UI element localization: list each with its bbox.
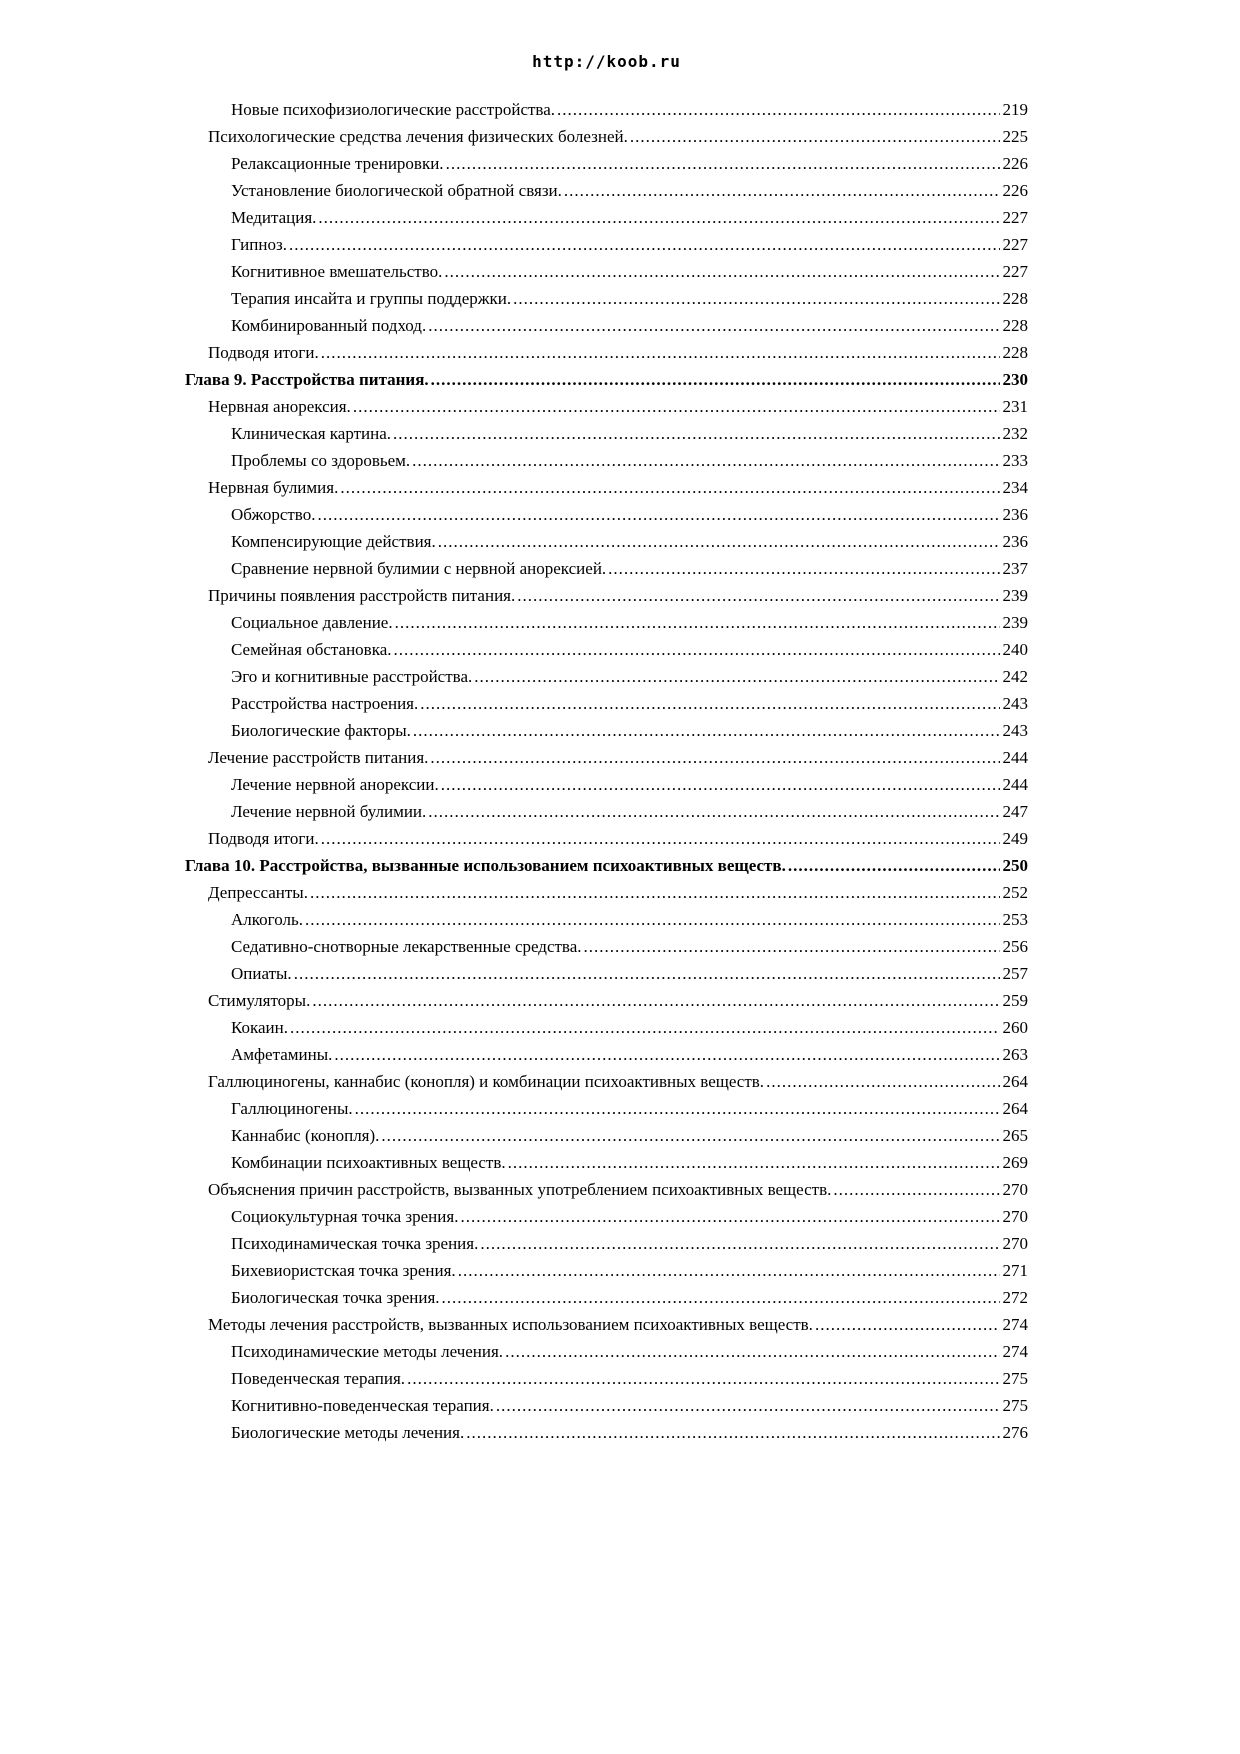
toc-entry-page: 240 bbox=[1002, 640, 1028, 659]
toc-entry-page: 232 bbox=[1002, 424, 1028, 443]
toc-entry-page: 264 bbox=[1002, 1099, 1028, 1118]
toc-entry bbox=[185, 150, 1028, 177]
dot-leader bbox=[407, 1365, 999, 1392]
toc-entry-page: 264 bbox=[1002, 1072, 1028, 1091]
toc-entry-page: 259 bbox=[1002, 991, 1028, 1010]
toc-entry-label: Психодинамическая точка зрения. bbox=[231, 1234, 479, 1253]
dot-leader bbox=[318, 204, 999, 231]
toc-entry-page: 226 bbox=[1002, 154, 1028, 173]
toc-entry bbox=[185, 933, 1028, 960]
dot-leader bbox=[321, 339, 1000, 366]
toc-entry bbox=[185, 582, 1028, 609]
toc-entry-label: Алкоголь. bbox=[231, 910, 303, 929]
dot-leader bbox=[420, 690, 999, 717]
toc-entry bbox=[185, 987, 1028, 1014]
dot-leader bbox=[564, 177, 1000, 204]
toc-entry-page: 271 bbox=[1002, 1261, 1028, 1280]
toc-entry-page: 256 bbox=[1002, 937, 1028, 956]
toc-entry-page: 270 bbox=[1002, 1234, 1028, 1253]
toc-entry-label: Когнитивно-поведенческая терапия. bbox=[231, 1396, 494, 1415]
toc-entry-label: Клиническая картина. bbox=[231, 424, 392, 443]
toc-entry-page: 231 bbox=[1002, 397, 1028, 416]
dot-leader bbox=[289, 231, 1000, 258]
toc-entry-label: Лечение нервной анорексии. bbox=[231, 775, 439, 794]
toc-entry bbox=[185, 312, 1028, 339]
toc-entry bbox=[185, 474, 1028, 501]
dot-leader bbox=[321, 825, 1000, 852]
toc-entry bbox=[185, 825, 1028, 852]
dot-leader bbox=[442, 1284, 1000, 1311]
toc-entry-label: Нервная булимия. bbox=[208, 478, 339, 497]
toc-entry bbox=[185, 636, 1028, 663]
dot-leader bbox=[766, 1068, 999, 1095]
toc-entry bbox=[185, 663, 1028, 690]
toc-entry-page: 242 bbox=[1002, 667, 1028, 686]
dot-leader bbox=[428, 798, 999, 825]
toc-entry bbox=[185, 420, 1028, 447]
dot-leader bbox=[480, 1230, 999, 1257]
toc-entry-page: 249 bbox=[1002, 829, 1028, 848]
toc-entry bbox=[185, 1230, 1028, 1257]
dot-leader bbox=[517, 582, 999, 609]
toc-entry bbox=[185, 231, 1028, 258]
dot-leader bbox=[513, 285, 999, 312]
dot-leader bbox=[608, 555, 999, 582]
toc-entry-page: 270 bbox=[1002, 1180, 1028, 1199]
toc-entry-label: Объяснения причин расстройств, вызванных употреблением психоактивных веществ. bbox=[208, 1180, 832, 1199]
toc-entry-page: 236 bbox=[1002, 532, 1028, 551]
toc-entry bbox=[185, 177, 1028, 204]
toc-entry bbox=[185, 555, 1028, 582]
toc-entry bbox=[185, 879, 1028, 906]
toc-entry bbox=[185, 906, 1028, 933]
toc-entry-page: 243 bbox=[1002, 721, 1028, 740]
toc-entry-label: Лечение расстройств питания. bbox=[208, 748, 429, 767]
toc-entry bbox=[185, 1392, 1028, 1419]
page-header bbox=[185, 52, 1028, 72]
toc-entry-label: Нервная анорексия. bbox=[208, 397, 351, 416]
toc-entry-page: 265 bbox=[1002, 1126, 1028, 1145]
toc-entry-page: 225 bbox=[1002, 127, 1028, 146]
toc-entry-label: Расстройства настроения. bbox=[231, 694, 419, 713]
toc-entry-label: Семейная обстановка. bbox=[231, 640, 392, 659]
toc-entry-label: Проблемы со здоровьем. bbox=[231, 451, 411, 470]
toc-entry-page: 269 bbox=[1002, 1153, 1028, 1172]
dot-leader bbox=[381, 1122, 999, 1149]
toc-entry-page: 272 bbox=[1002, 1288, 1028, 1307]
dot-leader bbox=[340, 474, 999, 501]
dot-leader bbox=[393, 420, 999, 447]
toc-entry-page: 227 bbox=[1002, 262, 1028, 281]
toc-entry-page: 237 bbox=[1002, 559, 1028, 578]
toc-entry bbox=[185, 1365, 1028, 1392]
dot-leader bbox=[317, 501, 999, 528]
dot-leader bbox=[334, 1041, 999, 1068]
dot-leader bbox=[446, 150, 1000, 177]
dot-leader bbox=[444, 258, 999, 285]
toc-entry bbox=[185, 1068, 1028, 1095]
toc-entry bbox=[185, 258, 1028, 285]
toc-entry-label: Опиаты. bbox=[231, 964, 292, 983]
dot-leader bbox=[290, 1014, 1000, 1041]
toc-entry bbox=[185, 204, 1028, 231]
toc-entry-label: Глава 9. Расстройства питания. bbox=[185, 370, 429, 389]
dot-leader bbox=[310, 879, 1000, 906]
dot-leader bbox=[474, 663, 999, 690]
toc-entry-page: 250 bbox=[1002, 856, 1028, 875]
toc-entry-page: 257 bbox=[1002, 964, 1028, 983]
dot-leader bbox=[355, 1095, 1000, 1122]
toc-entry-label: Комбинации психоактивных веществ. bbox=[231, 1153, 506, 1172]
dot-leader bbox=[395, 609, 1000, 636]
toc-entry-page: 253 bbox=[1002, 910, 1028, 929]
toc-entry bbox=[185, 1311, 1028, 1338]
toc-entry-page: 260 bbox=[1002, 1018, 1028, 1037]
toc-entry-label: Гипноз. bbox=[231, 235, 287, 254]
toc-entry-page: 230 bbox=[1002, 370, 1028, 389]
toc-entry bbox=[185, 1095, 1028, 1122]
toc-entry-label: Причины появления расстройств питания. bbox=[208, 586, 516, 605]
toc-entry-page: 263 bbox=[1002, 1045, 1028, 1064]
toc-entry-page: 227 bbox=[1002, 235, 1028, 254]
toc-entry-page: 228 bbox=[1002, 343, 1028, 362]
toc-list bbox=[185, 96, 1028, 1446]
toc-entry-label: Комбинированный подход. bbox=[231, 316, 427, 335]
toc-entry bbox=[185, 528, 1028, 555]
toc-entry-label: Каннабис (конопля). bbox=[231, 1126, 380, 1145]
toc-entry-label: Поведенческая терапия. bbox=[231, 1369, 406, 1388]
toc-entry-label: Подводя итоги. bbox=[208, 829, 319, 848]
header-url: http://koob.ru bbox=[532, 52, 681, 71]
toc-entry bbox=[185, 852, 1028, 879]
toc-entry-page: 233 bbox=[1002, 451, 1028, 470]
dot-leader bbox=[431, 366, 1000, 393]
toc-entry-label: Новые психофизиологические расстройства. bbox=[231, 100, 556, 119]
toc-entry bbox=[185, 690, 1028, 717]
toc-entry-page: 228 bbox=[1002, 316, 1028, 335]
toc-entry-page: 244 bbox=[1002, 748, 1028, 767]
dot-leader bbox=[584, 933, 1000, 960]
toc-entry-label: Социальное давление. bbox=[231, 613, 393, 632]
toc-entry-label: Социокультурная точка зрения. bbox=[231, 1207, 459, 1226]
toc-entry-page: 226 bbox=[1002, 181, 1028, 200]
toc-entry-page: 252 bbox=[1002, 883, 1028, 902]
toc-entry bbox=[185, 501, 1028, 528]
toc-entry-page: 239 bbox=[1002, 586, 1028, 605]
dot-leader bbox=[557, 96, 999, 123]
toc-entry-label: Обжорство. bbox=[231, 505, 316, 524]
toc-entry bbox=[185, 366, 1028, 393]
toc-entry-page: 239 bbox=[1002, 613, 1028, 632]
dot-leader bbox=[441, 771, 1000, 798]
toc-entry bbox=[185, 1203, 1028, 1230]
dot-leader bbox=[833, 1176, 999, 1203]
toc-entry bbox=[185, 960, 1028, 987]
toc-entry-label: Эго и когнитивные расстройства. bbox=[231, 667, 473, 686]
toc-entry bbox=[185, 1338, 1028, 1365]
toc-entry bbox=[185, 798, 1028, 825]
toc-entry-label: Кокаин. bbox=[231, 1018, 288, 1037]
toc-entry-label: Подводя итоги. bbox=[208, 343, 319, 362]
toc-entry-label: Биологические методы лечения. bbox=[231, 1423, 465, 1442]
toc-entry-page: 219 bbox=[1002, 100, 1028, 119]
dot-leader bbox=[458, 1257, 1000, 1284]
toc-entry-label: Когнитивное вмешательство. bbox=[231, 262, 443, 281]
toc-entry-label: Глава 10. Расстройства, вызванные использованием психоактивных веществ. bbox=[185, 856, 786, 875]
toc-entry-page: 228 bbox=[1002, 289, 1028, 308]
toc-entry-label: Сравнение нервной булимии с нервной анорексией. bbox=[231, 559, 607, 578]
toc-entry-label: Седативно-снотворные лекарственные средства. bbox=[231, 937, 582, 956]
dot-leader bbox=[412, 447, 999, 474]
dot-leader bbox=[788, 852, 1000, 879]
toc-entry bbox=[185, 393, 1028, 420]
dot-leader bbox=[353, 393, 1000, 420]
dot-leader bbox=[394, 636, 1000, 663]
toc-entry-label: Амфетамины. bbox=[231, 1045, 333, 1064]
toc-entry bbox=[185, 1122, 1028, 1149]
toc-entry bbox=[185, 285, 1028, 312]
toc-entry-label: Психодинамические методы лечения. bbox=[231, 1342, 504, 1361]
toc-entry-label: Стимуляторы. bbox=[208, 991, 311, 1010]
toc-entry-page: 234 bbox=[1002, 478, 1028, 497]
toc-entry-page: 275 bbox=[1002, 1369, 1028, 1388]
toc-entry-label: Психологические средства лечения физических болезней. bbox=[208, 127, 628, 146]
toc-entry-page: 227 bbox=[1002, 208, 1028, 227]
toc-entry bbox=[185, 717, 1028, 744]
toc-entry-label: Лечение нервной булимии. bbox=[231, 802, 427, 821]
toc-entry-page: 236 bbox=[1002, 505, 1028, 524]
toc-entry bbox=[185, 447, 1028, 474]
toc-entry-label: Депрессанты. bbox=[208, 883, 308, 902]
toc-entry-label: Галлюциногены, каннабис (конопля) и комбинации психоактивных веществ. bbox=[208, 1072, 765, 1091]
toc-entry bbox=[185, 1284, 1028, 1311]
toc-entry bbox=[185, 1176, 1028, 1203]
dot-leader bbox=[508, 1149, 1000, 1176]
toc-entry-label: Компенсирующие действия. bbox=[231, 532, 436, 551]
toc-entry-label: Релаксационные тренировки. bbox=[231, 154, 444, 173]
dot-leader bbox=[460, 1203, 999, 1230]
toc-entry bbox=[185, 609, 1028, 636]
toc-entry bbox=[185, 123, 1028, 150]
toc-entry-label: Установление биологической обратной связи. bbox=[231, 181, 562, 200]
toc-entry-label: Биологическая точка зрения. bbox=[231, 1288, 440, 1307]
toc-entry-page: 244 bbox=[1002, 775, 1028, 794]
toc-entry bbox=[185, 1257, 1028, 1284]
dot-leader bbox=[466, 1419, 999, 1446]
dot-leader bbox=[413, 717, 1000, 744]
toc-entry-label: Галлюциногены. bbox=[231, 1099, 353, 1118]
toc-entry bbox=[185, 1419, 1028, 1446]
toc-entry-label: Терапия инсайта и группы поддержки. bbox=[231, 289, 512, 308]
toc-entry-page: 275 bbox=[1002, 1396, 1028, 1415]
toc-entry bbox=[185, 1149, 1028, 1176]
dot-leader bbox=[630, 123, 1000, 150]
dot-leader bbox=[294, 960, 1000, 987]
toc-entry bbox=[185, 339, 1028, 366]
toc-entry-page: 247 bbox=[1002, 802, 1028, 821]
toc-entry-page: 274 bbox=[1002, 1342, 1028, 1361]
dot-leader bbox=[496, 1392, 1000, 1419]
dot-leader bbox=[815, 1311, 1000, 1338]
dot-leader bbox=[430, 744, 999, 771]
dot-leader bbox=[312, 987, 999, 1014]
dot-leader bbox=[428, 312, 999, 339]
toc-entry bbox=[185, 1014, 1028, 1041]
toc-entry-label: Медитация. bbox=[231, 208, 317, 227]
toc-entry-label: Биологические факторы. bbox=[231, 721, 411, 740]
toc-entry-page: 274 bbox=[1002, 1315, 1028, 1334]
toc-entry bbox=[185, 771, 1028, 798]
toc-entry bbox=[185, 96, 1028, 123]
toc-entry-label: Бихевиористская точка зрения. bbox=[231, 1261, 456, 1280]
toc-entry-page: 270 bbox=[1002, 1207, 1028, 1226]
dot-leader bbox=[438, 528, 1000, 555]
toc-entry bbox=[185, 744, 1028, 771]
toc-entry-label: Методы лечения расстройств, вызванных использованием психоактивных веществ. bbox=[208, 1315, 813, 1334]
dot-leader bbox=[505, 1338, 999, 1365]
dot-leader bbox=[305, 906, 1000, 933]
toc-entry bbox=[185, 1041, 1028, 1068]
toc-entry-page: 243 bbox=[1002, 694, 1028, 713]
toc-entry-page: 276 bbox=[1002, 1423, 1028, 1442]
